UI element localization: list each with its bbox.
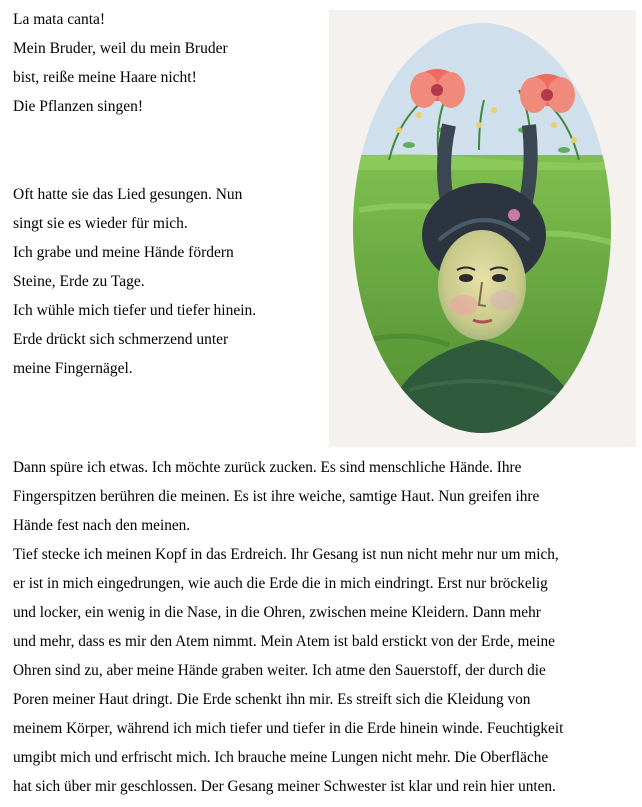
prose-line: Tief stecke ich meinen Kopf in das Erdreich. Ihr Gesang ist nun nicht mehr nur um mich, <box>13 546 559 563</box>
poem-line: Die Pflanzen singen! <box>13 98 143 115</box>
prose-line: Poren meiner Haut dringt. Die Erde schenkt ihn mir. Es streift sich die Kleidung von <box>13 691 531 708</box>
prose-line: er ist in mich eingedrungen, wie auch die Erde die in mich eindringt. Erst nur bröckelig <box>13 575 548 592</box>
prose-line: hat sich über mir geschlossen. Der Gesang meiner Schwester ist klar und rein hier unten. <box>13 778 556 795</box>
prose-line: Hände fest nach den meinen. <box>13 517 191 534</box>
poem-line: Ich wühle mich tiefer und tiefer hinein. <box>13 302 257 319</box>
poem-line: Erde drückt sich schmerzend unter <box>13 331 229 348</box>
poem-line: Ich grabe und meine Hände fördern <box>13 244 234 261</box>
prose-line: und mehr, dass es mir den Atem nimmt. Mein Atem ist bald erstickt von der Erde, meine <box>13 633 555 650</box>
prose-line: Ohren sind zu, aber meine Hände graben weiter. Ich atme den Sauerstoff, der durch die <box>13 662 546 679</box>
poem-line: Mein Bruder, weil du mein Bruder <box>13 40 228 57</box>
poem-line: bist, reiße meine Haare nicht! <box>13 69 197 86</box>
prose-line: meinem Körper, während ich mich tiefer und tiefer in die Erde hinein winde. Feuchtigkeit <box>13 720 564 737</box>
prose-line: umgibt mich und erfrischt mich. Ich brauche meine Lungen nicht mehr. Die Oberfläche <box>13 749 549 766</box>
prose-line: und locker, ein wenig in die Nase, in die Ohren, zwischen meine Kleidern. Dann mehr <box>13 604 541 621</box>
prose-line: Dann spüre ich etwas. Ich möchte zurück zucken. Es sind menschliche Hände. Ihre <box>13 459 522 476</box>
painting-girl-with-flowers <box>329 10 636 447</box>
poem-line: Oft hatte sie das Lied gesungen. Nun <box>13 186 243 203</box>
poem-line: meine Fingernägel. <box>13 360 133 377</box>
poem-line: Steine, Erde zu Tage. <box>13 273 145 290</box>
poem-line: La mata canta! <box>13 11 106 28</box>
poem-line: singt sie es wieder für mich. <box>13 215 188 232</box>
painting-illustration <box>329 10 636 447</box>
prose-line: Fingerspitzen berühren die meinen. Es ist ihre weiche, samtige Haut. Nun greifen ihre <box>13 488 540 505</box>
